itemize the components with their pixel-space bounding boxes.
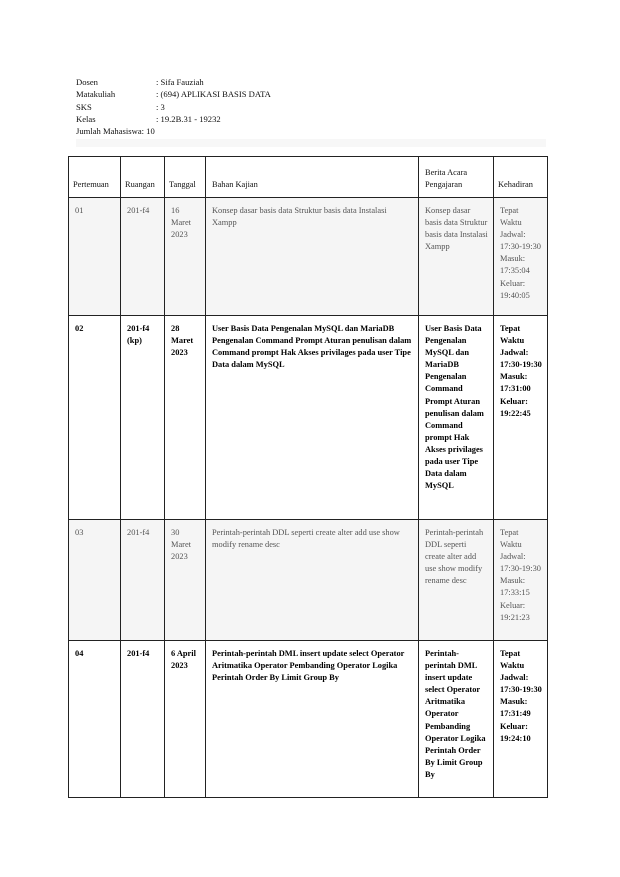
header-tanggal: Tanggal [165,157,206,198]
table-row [69,198,548,316]
jumlah-value: : 10 [141,126,155,137]
table-row [69,520,548,641]
kelas-row [76,113,546,125]
cell-berita-acara: Perintah-perintah DML insert update select Operator Aritmatika Operator Pembanding Operator Logika Perintah Order By Limit Group By [419,641,494,798]
sks-value: : 3 [156,101,165,112]
cell-bahan-kajian: Perintah-perintah DML insert update select Operator Aritmatika Operator Pembanding Operator Logika Perintah Order By Limit Group By [206,641,419,798]
jumlah-row [76,125,546,137]
cell-ruangan: 201-f4 [121,520,165,641]
cell-bahan-kajian: Konsep dasar basis data Struktur basis data Instalasi Xampp [206,198,419,316]
cell-pertemuan: 02 [69,316,121,520]
cell-tanggal: 16 Maret 2023 [165,198,206,316]
table-row [69,316,548,520]
cell-kehadiran: Tepat Waktu Jadwal: 17:30-19:30 Masuk: 17:33:15 Keluar: 19:21:23 [494,520,548,641]
kelas-label: Kelas [76,113,96,124]
cell-berita-acara: User Basis Data Pengenalan MySQL dan MariaDB Pengenalan Command Prompt Aturan penulisan dalam Command prompt Hak Akses privilages pada user Tipe Data dalam MySQL [419,316,494,520]
matakuliah-row [76,88,546,100]
cell-ruangan: 201-f4 [121,641,165,798]
header-ruangan: Ruangan [121,157,165,198]
cell-tanggal: 30 Maret 2023 [165,520,206,641]
dosen-label: Dosen [76,77,98,87]
sks-label: SKS [76,101,92,112]
cell-tanggal: 28 Maret 2023 [165,316,206,520]
cell-berita-acara: Konsep dasar basis data Struktur basis data Instalasi Xampp [419,198,494,316]
sks-row [76,101,546,113]
kelas-value: : 19.2B.31 - 19232 [156,113,221,124]
header-kehadiran: Kehadiran [494,157,548,198]
cell-ruangan: 201-f4 (kp) [121,316,165,520]
matakuliah-value: : (694) APLIKASI BASIS DATA [156,89,271,100]
matakuliah-label: Matakuliah [76,89,116,100]
header-bahan-kajian: Bahan Kajian [206,157,419,198]
jumlah-label: Jumlah Mahasiswa [76,126,142,137]
cell-pertemuan: 01 [69,198,121,316]
cell-kehadiran: Tepat Waktu Jadwal: 17:30-19:30 Masuk: 17:31:49 Keluar: 19:24:10 [494,641,548,798]
attendance-table [68,156,548,798]
dosen-row [76,76,546,88]
cell-berita-acara: Perintah-perintah DDL seperti create alter add use show modify rename desc [419,520,494,641]
dosen-value: : Sifa Fauziah [156,77,204,87]
header-berita-acara: Berita Acara Pengajaran [419,157,494,198]
cell-pertemuan: 04 [69,641,121,798]
cell-kehadiran: Tepat Waktu Jadwal: 17:30-19:30 Masuk: 17:31:00 Keluar: 19:22:45 [494,316,548,520]
cell-pertemuan: 03 [69,520,121,641]
cell-tanggal: 6 April 2023 [165,641,206,798]
table-header-row [69,157,548,198]
course-info [76,76,546,137]
cell-bahan-kajian: User Basis Data Pengenalan MySQL dan MariaDB Pengenalan Command Prompt Aturan penulisan dalam Command prompt Hak Akses privilages pada user Tipe Data dalam MySQL [206,316,419,520]
cell-ruangan: 201-f4 [121,198,165,316]
divider [76,139,546,147]
cell-bahan-kajian: Perintah-perintah DDL seperti create alter add use show modify rename desc [206,520,419,641]
header-pertemuan: Pertemuan [69,157,121,198]
cell-kehadiran: Tepat Waktu Jadwal: 17:30-19:30 Masuk: 17:35:04 Keluar: 19:40:05 [494,198,548,316]
table-row [69,641,548,798]
